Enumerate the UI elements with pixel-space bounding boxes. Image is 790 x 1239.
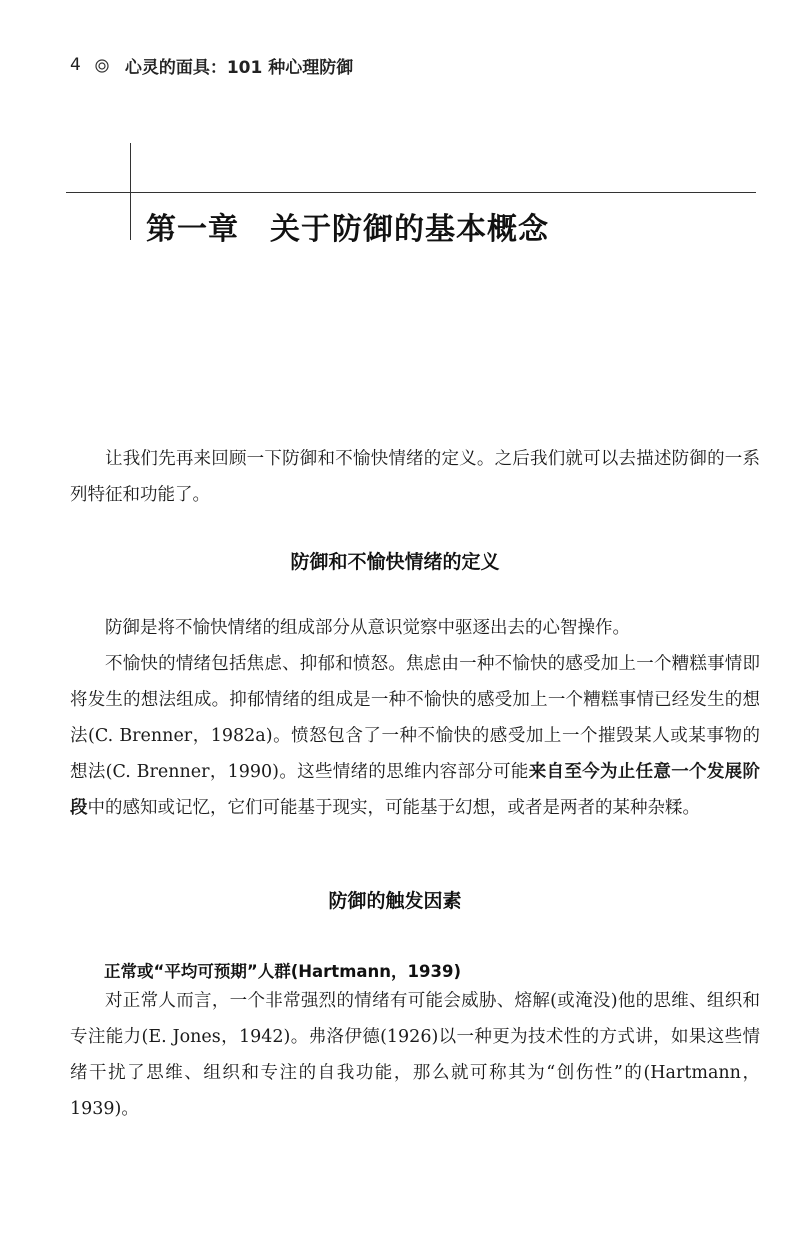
definition-paragraph: 防御是将不愉快情绪的组成部分从意识觉察中驱逐出去的心智操作。 [105,618,630,638]
section-heading-definition: 防御和不愉快情绪的定义 [290,551,500,573]
page-number: 4 [70,55,81,75]
section-heading-triggers: 防御的触发因素 [328,890,462,912]
normal-population-paragraph: 对正常人而言，一个非常强烈的情绪有可能会威胁、熔解(或淹没)他的思维、组织和专注能力(E. Jones，1942)。弗洛伊德(1926)以一种更为技术性的方式讲，如果这些情绪干扰了思维、组织和专注的自我功能，那么就可称其为“创伤性”的(Hartmann，1939)。 [70,991,760,1119]
running-header [70,52,353,78]
book-title: 心灵的面具：101 种心理防御 [124,57,354,78]
emotion-paragraph [70,646,760,826]
chapter-title: 第一章 关于防御的基本概念 [146,212,549,247]
double-circle-icon [95,58,109,72]
intro-paragraph: 让我们先再来回顾一下防御和不愉快情绪的定义。之后我们就可以去描述防御的一系列特征和功能了。 [70,449,760,505]
subheading-normal-population: 正常或“平均可预期”人群(Hartmann，1939) [104,962,461,981]
emotion-paragraph-bold: 来自至今为止任意一个发展阶段 [70,762,760,818]
emotion-paragraph-text-2: 中的感知或记忆，它们可能基于现实，可能基于幻想，或者是两者的某种杂糅。 [87,798,700,818]
emotion-paragraph-text-1: 不愉快的情绪包括焦虑、抑郁和愤怒。焦虑由一种不愉快的感受加上一个糟糕事情即将发生的想法组成。抑郁情绪的组成是一种不愉快的感受加上一个糟糕事情已经发生的想法(C. Brenner，1982a)。愤怒包含了一种不愉快的感受加上一个摧毁某人或某事物的想法(C. Brenner，1990)。这些情绪的思维内容部分可能 [70,654,760,782]
chapter-horizontal-rule [66,192,756,193]
